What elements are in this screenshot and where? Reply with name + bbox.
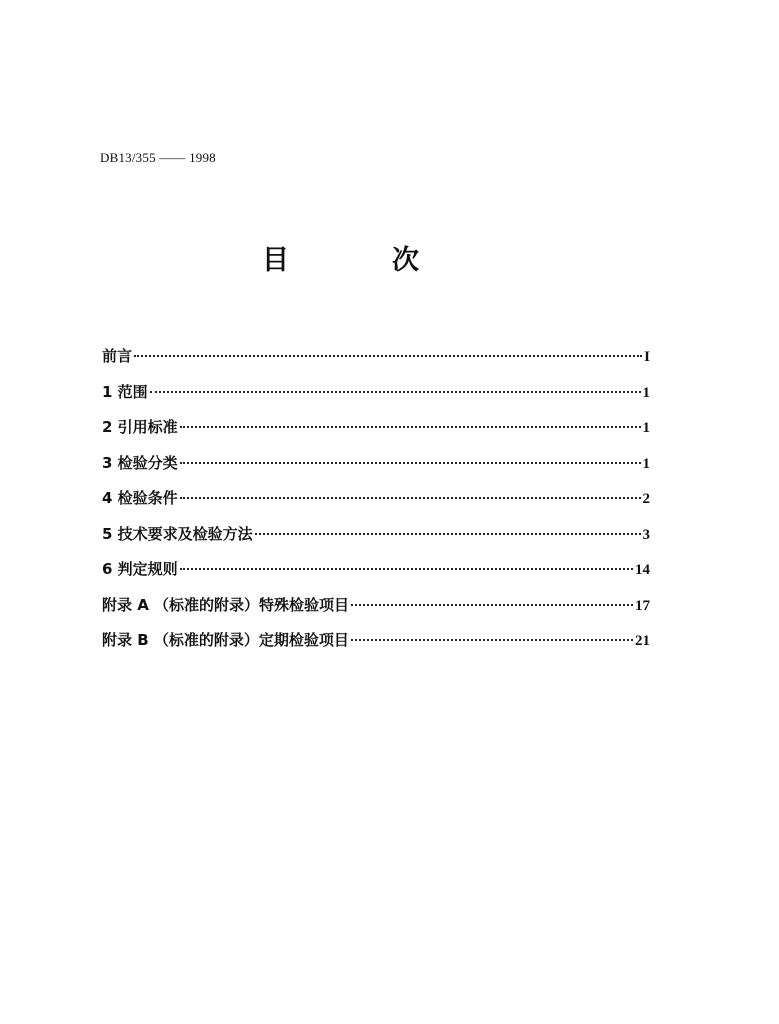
toc-entry-page: 1 — [642, 384, 650, 401]
table-of-contents — [102, 345, 650, 665]
toc-entry-page: 3 — [642, 526, 650, 543]
page-title — [262, 238, 442, 278]
toc-entry-label: 前言 — [102, 347, 133, 365]
toc-entry-appendix-a[interactable] — [102, 594, 650, 630]
toc-entry-label: 1 范围 — [102, 382, 148, 401]
toc-entry-judgment-rules[interactable] — [102, 558, 650, 594]
toc-entry-label: 附录 A （标准的附录）特殊检验项目 — [102, 595, 350, 614]
standard-number: DB13/355 —— 1998 — [100, 150, 216, 165]
toc-entry-label: 3 检验分类 — [102, 453, 178, 472]
toc-dot-leader — [134, 355, 642, 357]
toc-dot-leader — [180, 462, 641, 464]
toc-dot-leader — [180, 568, 633, 570]
toc-dot-leader — [351, 604, 633, 606]
toc-entry-appendix-b[interactable] — [102, 629, 650, 665]
toc-entry-label: 4 检验条件 — [102, 489, 178, 507]
toc-entry-foreword[interactable] — [102, 345, 650, 381]
toc-entry-page: 2 — [642, 491, 650, 507]
toc-entry-page: 1 — [642, 455, 650, 472]
toc-entry-page: 17 — [635, 597, 650, 614]
toc-entry-inspection-conditions[interactable] — [102, 487, 650, 523]
toc-entry-page: I — [644, 349, 650, 365]
toc-entry-label: 5 技术要求及检验方法 — [102, 524, 253, 543]
toc-dot-leader — [150, 391, 641, 393]
toc-entry-scope[interactable] — [102, 381, 650, 417]
toc-entry-label: 2 引用标准 — [102, 418, 178, 436]
toc-entry-technical-requirements[interactable] — [102, 523, 650, 559]
toc-entry-label: 附录 B （标准的附录）定期检验项目 — [102, 631, 349, 649]
title-char-1: 目 — [262, 245, 289, 276]
toc-entry-page: 14 — [635, 562, 650, 578]
toc-entry-references[interactable] — [102, 416, 650, 452]
toc-entry-page: 21 — [635, 633, 650, 649]
toc-entry-inspection-classification[interactable] — [102, 452, 650, 488]
toc-dot-leader — [180, 497, 641, 499]
title-char-2: 次 — [392, 245, 419, 276]
toc-dot-leader — [180, 426, 641, 428]
toc-entry-page: 1 — [642, 420, 650, 436]
toc-dot-leader — [351, 639, 633, 641]
toc-dot-leader — [255, 533, 641, 535]
toc-entry-label: 6 判定规则 — [102, 560, 178, 578]
